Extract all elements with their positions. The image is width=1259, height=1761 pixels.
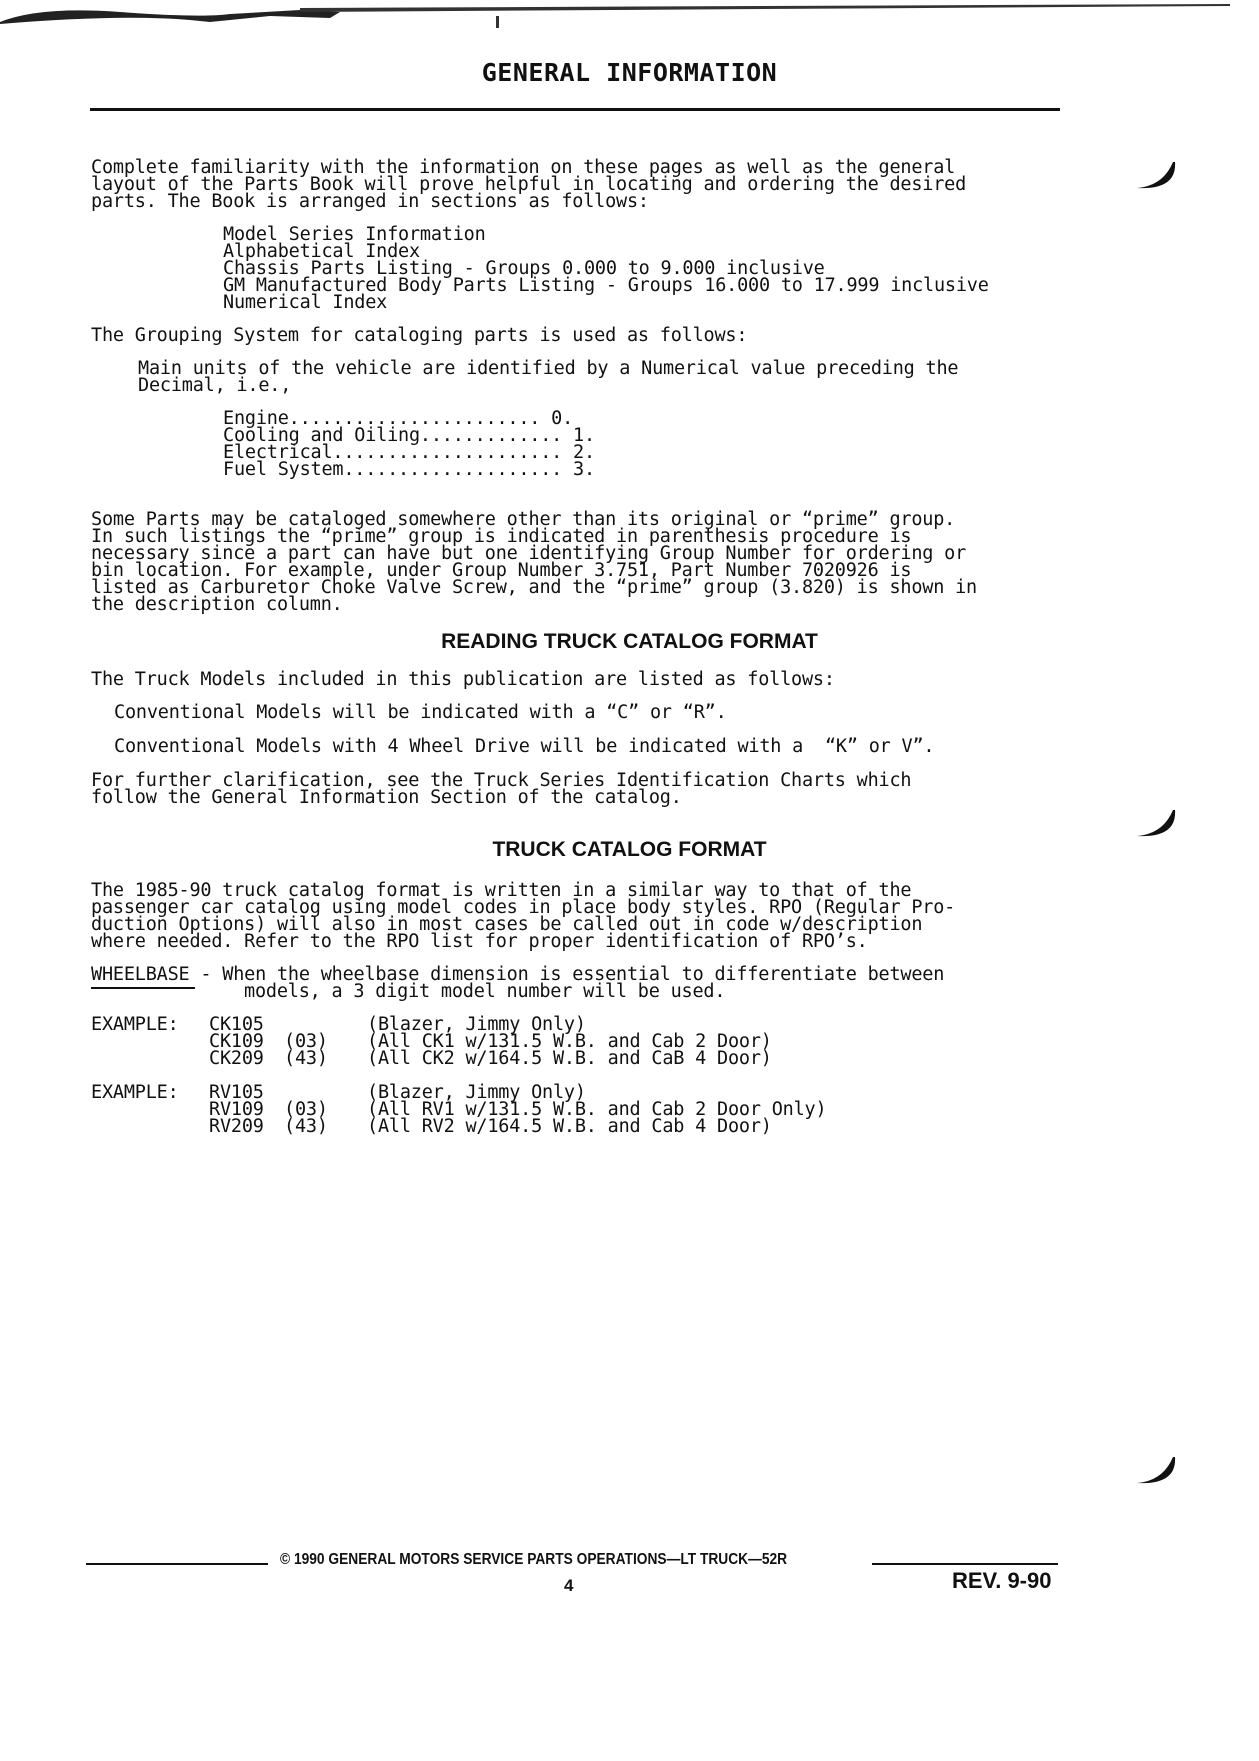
catalog-format-heading: TRUCK CATALOG FORMAT xyxy=(492,838,767,861)
leader-dots: ....................... xyxy=(288,408,541,429)
example-suffix: (43) xyxy=(284,1116,328,1137)
example-suffix: (03) xyxy=(284,1031,328,1052)
wheelbase-text: - When the wheelbase dimension is essential to differentiate between xyxy=(189,964,945,985)
title-rule xyxy=(90,108,1060,111)
group-name: Fuel System xyxy=(223,459,344,480)
example-code: CK209 xyxy=(209,1048,264,1069)
example-desc: (Blazer, Jimmy Only) xyxy=(367,1082,586,1103)
prime-para-line: necessary since a part can have but one identifying Group Number for ordering or xyxy=(91,543,967,564)
example-desc: (All RV2 w/164.5 W.B. and Cab 4 Door) xyxy=(367,1116,772,1137)
format-para-line: The 1985-90 truck catalog format is written in a similar way to that of the xyxy=(91,880,912,901)
binder-hole-mark xyxy=(1133,1455,1179,1491)
grouping-intro: The Grouping System for cataloging parts is used as follows: xyxy=(91,325,748,346)
prime-para-line: listed as Carburetor Choke Valve Screw, and the “prime” group (3.820) is shown in xyxy=(91,577,977,598)
example-code: RV209 xyxy=(209,1116,264,1137)
group-value: 2. xyxy=(573,442,595,463)
footer-copyright: © 1990 GENERAL MOTORS SERVICE PARTS OPERATIONS—LT TRUCK—52R xyxy=(280,1551,788,1568)
prime-para-line: bin location. For example, under Group Number 3.751, Part Number 7020926 is xyxy=(91,560,912,581)
group-value: 3. xyxy=(573,459,595,480)
main-units-line: Decimal, i.e., xyxy=(138,375,292,396)
page-number: 4 xyxy=(564,1576,574,1595)
group-name: Cooling and Oiling xyxy=(223,425,420,446)
section-list-item: Chassis Parts Listing - Groups 0.000 to 9.000 inclusive xyxy=(223,258,825,279)
example-desc: (All CK1 w/131.5 W.B. and Cab 2 Door) xyxy=(367,1031,772,1052)
binder-hole-mark xyxy=(1133,160,1179,196)
model-line: Conventional Models with 4 Wheel Drive will be indicated with a “K” or V”. xyxy=(114,736,935,757)
leader-dots: ............. xyxy=(419,425,563,446)
group-name: Electrical xyxy=(223,442,333,463)
prime-para-line: the description column. xyxy=(91,594,343,615)
group-name: Engine xyxy=(223,408,289,429)
example-code: RV105 xyxy=(209,1082,264,1103)
reading-format-heading: READING TRUCK CATALOG FORMAT xyxy=(441,630,818,653)
intro-line: Complete familiarity with the information on these pages as well as the general xyxy=(91,157,956,178)
scan-edge-mark xyxy=(0,0,1259,28)
example-suffix: (03) xyxy=(284,1099,328,1120)
example-desc: (All RV1 w/131.5 W.B. and Cab 2 Door Only) xyxy=(367,1099,827,1120)
revision-label: REV. 9-90 xyxy=(952,1568,1052,1593)
prime-para-line: In such listings the “prime” group is indicated in parenthesis procedure is xyxy=(91,526,912,547)
example-desc: (All CK2 w/164.5 W.B. and CaB 4 Door) xyxy=(367,1048,772,1069)
footer-rule-right xyxy=(872,1563,1058,1565)
page-title: GENERAL INFORMATION xyxy=(481,58,778,87)
example-label: EXAMPLE: xyxy=(91,1014,179,1035)
wheelbase-label: WHEELBASE xyxy=(91,964,190,985)
intro-line: parts. The Book is arranged in sections as follows: xyxy=(91,191,649,212)
wheelbase-underline xyxy=(91,987,195,989)
models-intro: The Truck Models included in this publication are listed as follows: xyxy=(91,669,835,690)
example-code: RV109 xyxy=(209,1099,264,1120)
format-para-line: duction Options) will also in most cases be called out in code w/description xyxy=(91,914,923,935)
example-label: EXAMPLE: xyxy=(91,1082,179,1103)
section-list-item: GM Manufactured Body Parts Listing - Groups 16.000 to 17.999 inclusive xyxy=(223,275,989,296)
clarification-line: For further clarification, see the Truck Series Identification Charts which xyxy=(91,770,912,791)
group-row xyxy=(223,459,595,480)
prime-para-line: Some Parts may be cataloged somewhere other than its original or “prime” group. xyxy=(91,509,956,530)
format-para-line: where needed. Refer to the RPO list for proper identification of RPO’s. xyxy=(91,931,868,952)
example-code: CK109 xyxy=(209,1031,264,1052)
example-suffix: (43) xyxy=(284,1048,328,1069)
model-line: Conventional Models will be indicated with a “C” or “R”. xyxy=(114,702,727,723)
section-list-item: Alphabetical Index xyxy=(223,241,420,262)
group-value: 0. xyxy=(551,408,574,429)
footer-rule-left xyxy=(86,1563,268,1565)
leader-dots: ..................... xyxy=(332,442,563,463)
example-desc: (Blazer, Jimmy Only) xyxy=(367,1014,586,1035)
main-units-line: Main units of the vehicle are identified by a Numerical value preceding the xyxy=(138,358,959,379)
format-para-line: passenger car catalog using model codes in place body styles. RPO (Regular Pro- xyxy=(91,897,956,918)
example-code: CK105 xyxy=(209,1014,264,1035)
intro-line: layout of the Parts Book will prove helpful in locating and ordering the desired xyxy=(91,174,967,195)
group-value: 1. xyxy=(573,425,595,446)
section-list-item: Numerical Index xyxy=(223,292,388,313)
wheelbase-line: models, a 3 digit model number will be used. xyxy=(244,981,726,1002)
clarification-line: follow the General Information Section of the catalog. xyxy=(91,787,682,808)
section-list-item: Model Series Information xyxy=(223,224,486,245)
leader-dots: .................... xyxy=(343,459,563,480)
